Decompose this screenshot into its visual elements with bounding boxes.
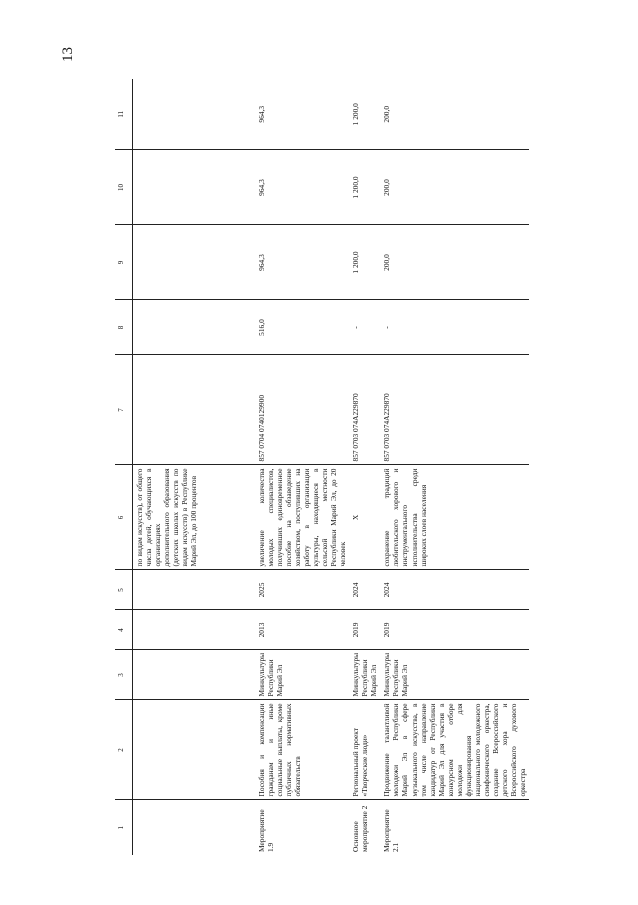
amount-cell: 516,0 [255, 300, 349, 355]
indicator-cell: увеличение количества молодых специалистов, получивших единовременное пособие на обзаведение хозяйством, поступивших на работу в организации культуры, находящиеся в сельской местности Республики Марий Эл, до 20 человек [255, 465, 349, 570]
budget-code-cell: 857 0703 074A229870 [380, 355, 529, 465]
amount-cell: 1 200,0 [349, 150, 380, 225]
responsible-cell: Минкультуры Республики Марий Эл [349, 650, 380, 700]
event-number-cell: Мероприятие 2.1 [380, 800, 529, 855]
column-header: 10 [115, 150, 133, 225]
column-header: 4 [115, 610, 133, 650]
event-name-cell: Региональный проект «Творческие люди» [349, 700, 380, 800]
start-year-cell: 2013 [255, 610, 349, 650]
end-year-cell: 2025 [255, 570, 349, 610]
amount-cell: 200,0 [380, 225, 529, 300]
table-row [380, 79, 529, 855]
start-year-cell: 2019 [380, 610, 529, 650]
column-header: 7 [115, 355, 133, 465]
column-header: 6 [115, 465, 133, 570]
budget-code-cell: 857 0704 0740129900 [255, 355, 349, 465]
continuation-row [133, 79, 256, 855]
column-header: 8 [115, 300, 133, 355]
amount-cell: 1 200,0 [349, 225, 380, 300]
column-header: 9 [115, 225, 133, 300]
event-name-cell: Продвижение талантливой молодежи Республики Марий Эл в сфере музыкального искусства, в том числе направление кандидатур от Республики Марий Эл для участия в конкурсном отборе молодежи для функционирования национального молодежного симфонического оркестра, создание Всероссийского детского хора и Всероссийского духового оркестра [380, 700, 529, 800]
table-row [349, 79, 380, 855]
amount-cell: - [380, 300, 529, 355]
column-header: 3 [115, 650, 133, 700]
responsible-cell: Минкультуры Республики Марий Эл [255, 650, 349, 700]
table-row [255, 79, 349, 855]
end-year-cell: 2024 [349, 570, 380, 610]
program-table-container [115, 79, 527, 855]
program-table [115, 79, 529, 855]
event-number-cell: Основное мероприятие 2 [349, 800, 380, 855]
indicator-cell: по видам искусств), от общего числа детей, обучающихся в организациях дополнительного образования (детских школах искусств по видам искусств) в Республике Марий Эл, до 100 процентов [133, 465, 256, 570]
end-year-cell: 2024 [380, 570, 529, 610]
start-year-cell: 2019 [349, 610, 380, 650]
column-header: 11 [115, 79, 133, 150]
amount-cell: - [349, 300, 380, 355]
page-number: 13 [60, 47, 76, 62]
column-header: 2 [115, 700, 133, 800]
event-name-cell: Пособия и компенсации гражданам и иные социальные выплаты, кроме публичных нормативных обязательств [255, 700, 349, 800]
column-number-header [115, 79, 133, 855]
amount-cell: 964,3 [255, 225, 349, 300]
budget-code-cell: 857 0703 074A229870 [349, 355, 380, 465]
amount-cell: 964,3 [255, 150, 349, 225]
amount-cell: 200,0 [382, 105, 392, 123]
column-header: 5 [115, 570, 133, 610]
indicator-cell: X [349, 465, 380, 570]
amount-cell: 964,3 [257, 105, 266, 123]
responsible-cell: Минкультуры Республики Марий Эл [380, 650, 529, 700]
column-header: 1 [115, 800, 133, 855]
amount-cell: 1 200,0 [351, 103, 361, 126]
amount-cell: 200,0 [380, 150, 529, 225]
event-number-cell: Мероприятие 1.9 [255, 800, 349, 855]
indicator-cell: сохранение традиций любительского хорового и инструментального исполнительства среди широких слоев населения [380, 465, 529, 570]
